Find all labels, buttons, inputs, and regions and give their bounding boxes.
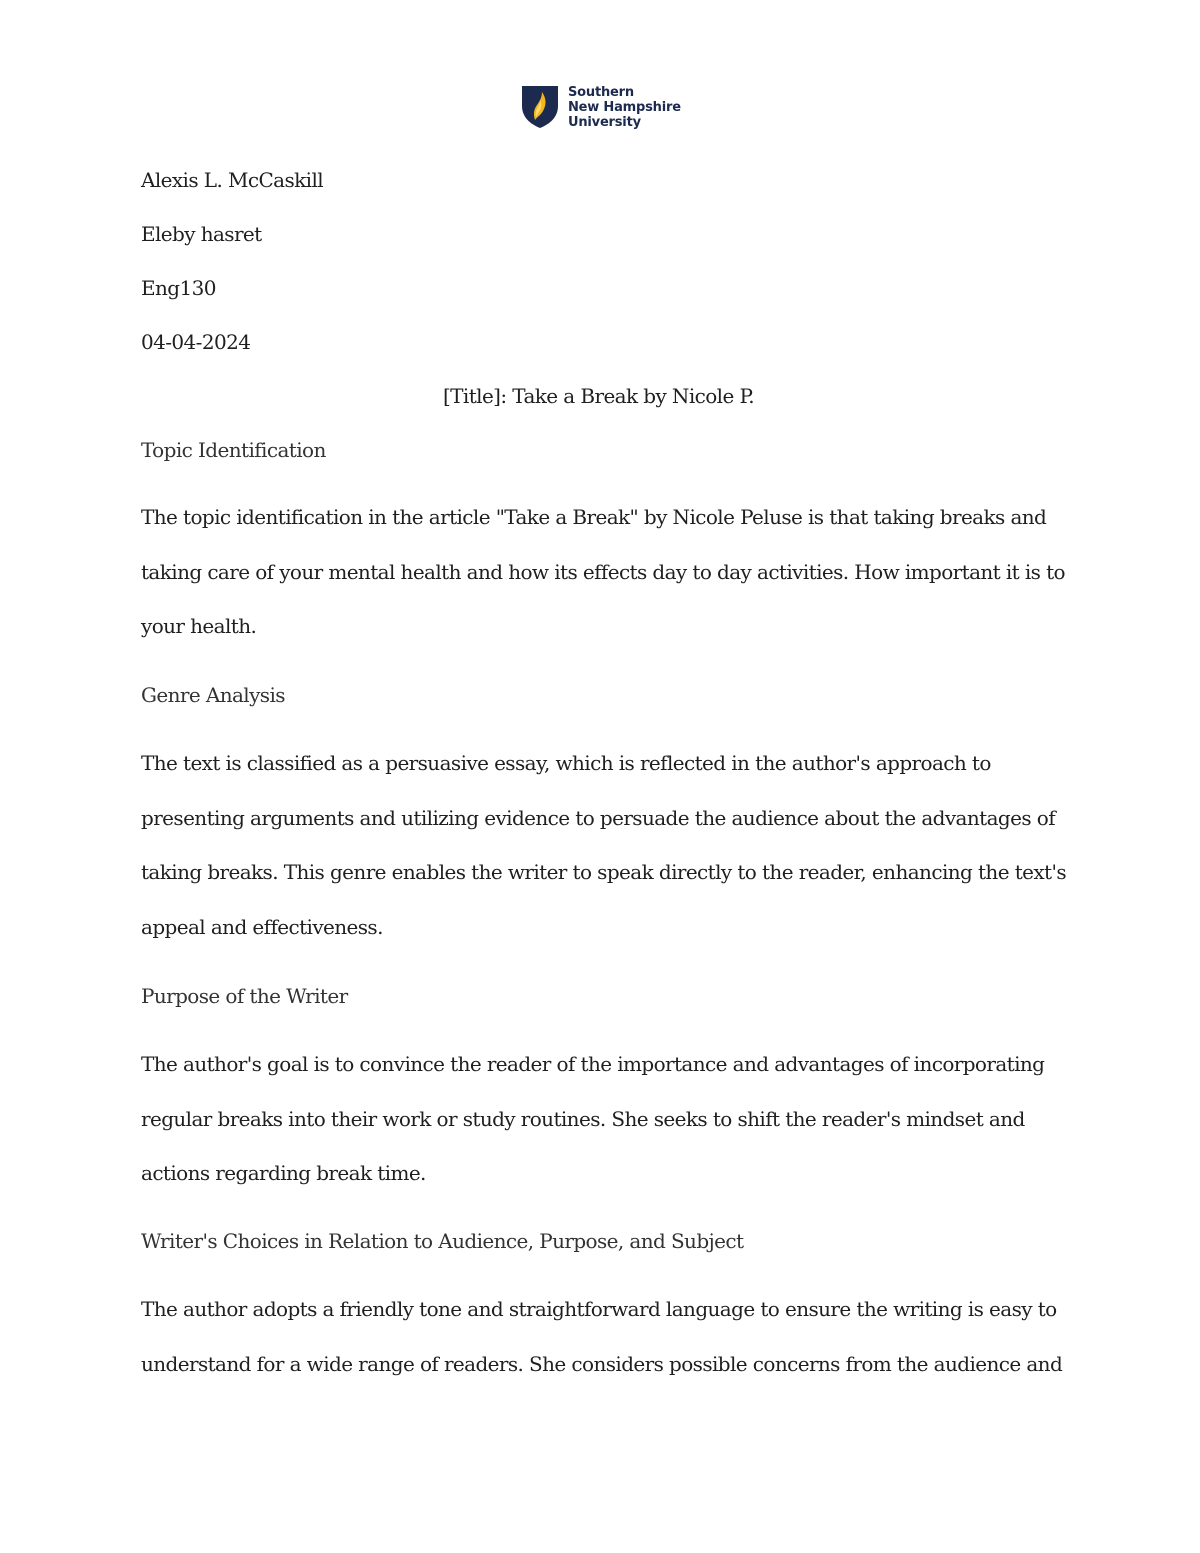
logo-wordmark (568, 85, 681, 130)
instructor-name: Eleby hasret (141, 222, 262, 246)
paragraph-line: taking care of your mental health and how its effects day to day activities. How important it is to (141, 559, 1065, 584)
paragraph-line: actions regarding break time. (141, 1161, 426, 1185)
paragraph-line: The topic identification in the article "Take a Break" by Nicole Peluse is that taking breaks and (141, 505, 1047, 529)
paragraph-line: appeal and effectiveness. (141, 914, 383, 939)
paragraph-line: understand for a wide range of readers. She considers possible concerns from the audience and (141, 1351, 1063, 1376)
logo-line-2: New Hampshire (568, 99, 681, 115)
section-paragraph-genre (141, 736, 1067, 954)
section-paragraph-choices (141, 1282, 1063, 1391)
paragraph-line: presenting arguments and utilizing evidence to persuade the audience about the advantages of (141, 805, 1056, 830)
section-heading-choices: Writer's Choices in Relation to Audience, Purpose, and Subject (141, 1229, 744, 1253)
shield-flame-icon (520, 84, 560, 130)
paragraph-line: regular breaks into their work or study routines. She seeks to shift the reader's mindset and (141, 1106, 1025, 1131)
section-heading-topic: Topic Identification (141, 438, 326, 462)
paragraph-line: your health. (141, 614, 257, 638)
submission-date: 04-04-2024 (141, 330, 251, 354)
section-paragraph-purpose (141, 1037, 1056, 1201)
university-logo (520, 84, 681, 130)
logo-line-3: University (568, 114, 641, 130)
section-heading-genre: Genre Analysis (141, 683, 285, 707)
section-heading-purpose: Purpose of the Writer (141, 984, 348, 1008)
section-paragraph-topic (141, 490, 1065, 654)
paragraph-line: The author adopts a friendly tone and straightforward language to ensure the writing is easy to (141, 1297, 1057, 1321)
paragraph-line: The author's goal is to convince the reader of the importance and advantages of incorporating (141, 1052, 1045, 1076)
course-code: Eng130 (141, 276, 216, 300)
paragraph-line: taking breaks. This genre enables the writer to speak directly to the reader, enhancing the text's (141, 860, 1067, 884)
logo-line-1: Southern (568, 84, 634, 100)
paragraph-line: The text is classified as a persuasive essay, which is reflected in the author's approach to (141, 751, 991, 775)
student-name: Alexis L. McCaskill (141, 168, 324, 192)
document-title: [Title]: Take a Break by Nicole P. (442, 384, 755, 408)
